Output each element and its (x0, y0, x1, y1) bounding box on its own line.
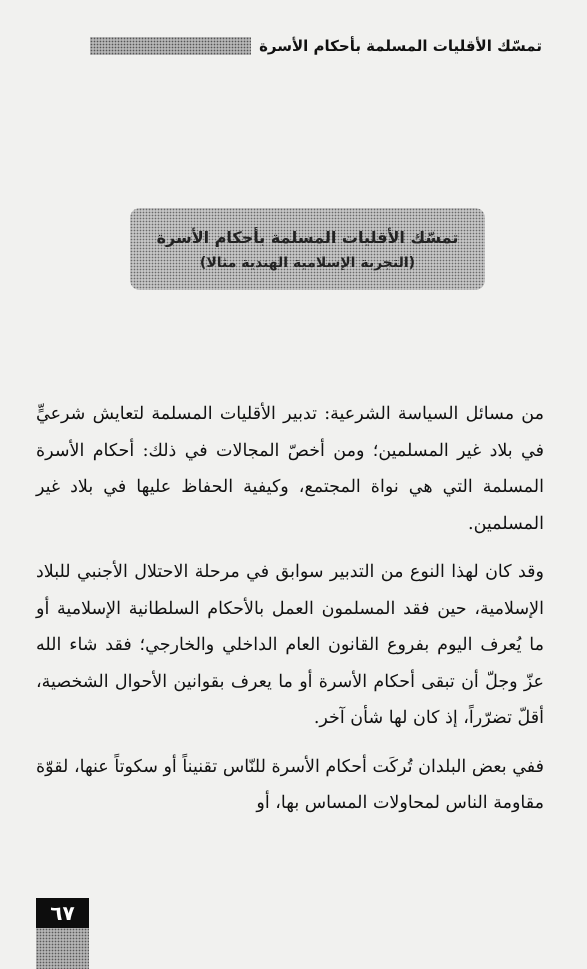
header-rule-band (90, 37, 251, 55)
running-title: تمسّك الأقليات المسلمة بأحكام الأسرة (259, 37, 542, 55)
page-number: ٦٧ (36, 898, 89, 928)
paragraph-2: وقد كان لهذا النوع من التدبير سوابق في مرحلة الاحتلال الأجنبي للبلاد الإسلامية، حين فقد المسلمون العمل بالأحكام السلطانية الإسلامية أو ما يُعرف اليوم بفروع القانون العام الداخلي والخارجي؛ فقد شاء الله عزّ وجلّ أن تبقى أحكام الأسرة أو ما يعرف بقوانين الأحوال الشخصية، أقلّ تضرّراً، إذ كان لها شأن آخر. (36, 562, 544, 728)
page-number-block (36, 898, 89, 969)
paragraph-1: من مسائل السياسة الشرعية: تدبير الأقليات المسلمة لتعايش شرعيٍّ في بلاد غير المسلمين؛ ومن أخصّ المجالات في ذلك: أحكام الأسرة المسلمة التي هي نواة المجتمع، وكيفية الحفاظ عليها في بلاد غير المسلمين. (36, 404, 544, 534)
chapter-title-box (130, 208, 485, 290)
chapter-title: تمسّك الأقليات المسلمة بأحكام الأسرة (156, 227, 459, 247)
running-header (90, 32, 542, 60)
body-text (36, 396, 544, 834)
chapter-subtitle: (التجربة الإسلامية الهندية مثالا) (199, 254, 416, 271)
paragraph-3: ففي بعض البلدان تُركَت أحكام الأسرة للنّاس تقنيناً أو سكوتاً عنها، لقوّة مقاومة الناس لمحاولات المساس بها، أو (36, 756, 544, 813)
